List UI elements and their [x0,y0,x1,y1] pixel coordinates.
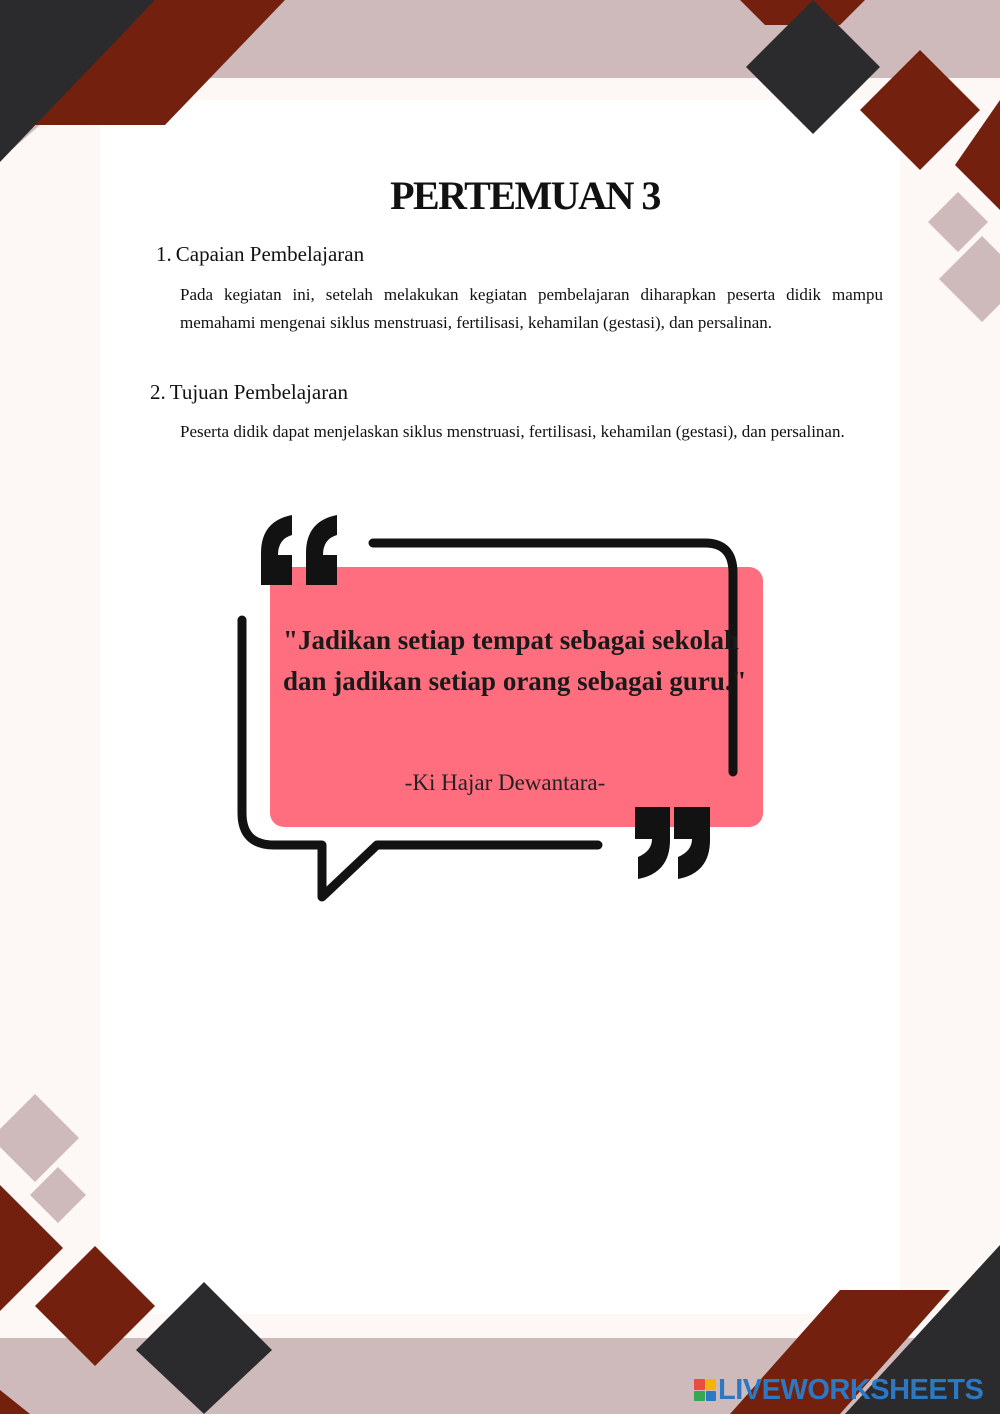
section-1-number: 1. [156,242,172,266]
liveworksheets-watermark[interactable] [694,1374,983,1406]
section-2-body: Peserta didik dapat menjelaskan siklus menstruasi, fertilisasi, kehamilan (gestasi), dan persalinan. [180,422,845,441]
section-1-title: Capaian Pembelajaran [175,242,365,266]
quote-box [230,505,770,905]
section-2-title: Tujuan Pembelajaran [169,380,349,404]
quote-text: "Jadikan setiap tempat sebagai sekolah dan jadikan setiap orang sebagai guru." [283,625,747,696]
quote-author: -Ki Hajar Dewantara- [404,770,606,795]
liveworksheets-logo-icon [694,1379,716,1401]
section-1-body: Pada kegiatan ini, setelah melakukan kegiatan pembelajaran diharapkan peserta didik mampu memahami mengenai siklus menstruasi, fertilisasi, kehamilan (gestasi), dan persalinan. [180,285,883,332]
section-1-heading [156,242,364,267]
page-title: PERTEMUAN 3 [390,173,660,218]
section-2-heading [150,380,348,405]
liveworksheets-wordmark: LIVEWORKSHEETS [718,1373,984,1406]
section-2-number: 2. [150,380,166,404]
top-band [210,0,1000,78]
